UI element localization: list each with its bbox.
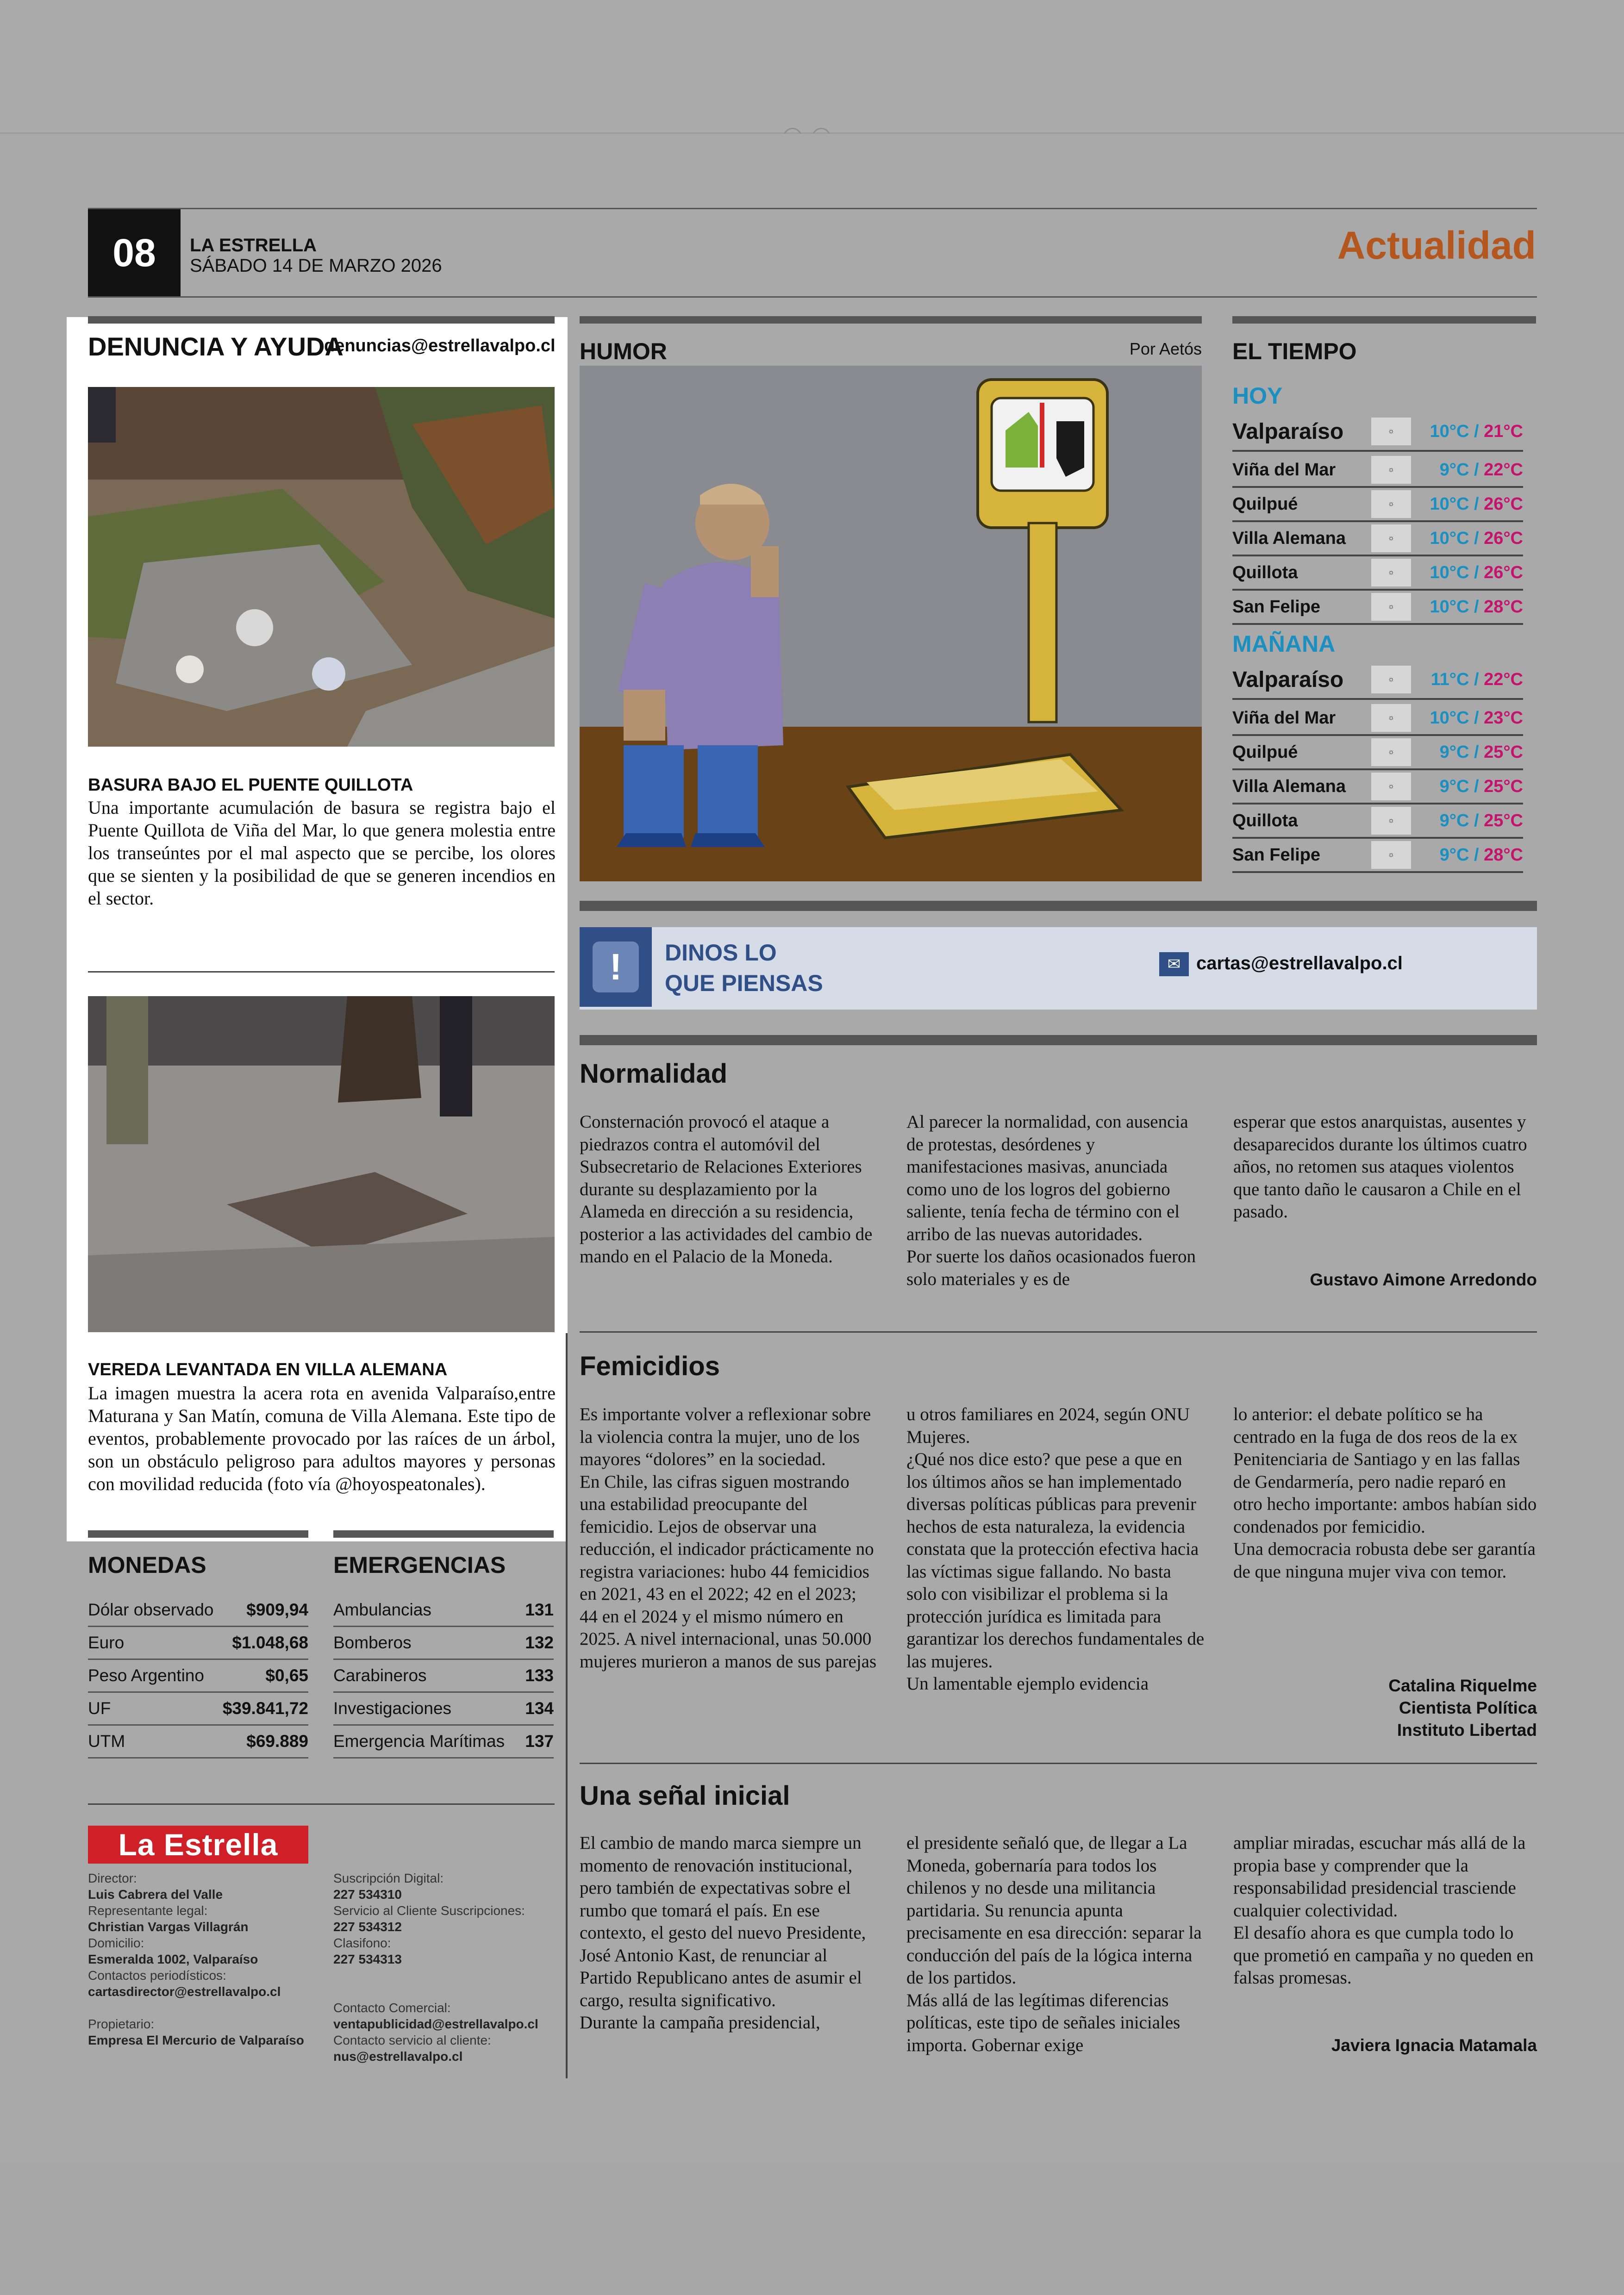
sun-icon: ☼	[1371, 456, 1411, 484]
credits-right	[333, 1870, 565, 2064]
credit-label: Contacto servicio al cliente:	[333, 2033, 491, 2047]
temp-max: 25°C	[1484, 811, 1523, 830]
city-name: San Felipe	[1232, 597, 1321, 617]
credit-label: Suscripción Digital:	[333, 1871, 444, 1885]
signature-line: Gustavo Aimone Arredondo	[1310, 1270, 1537, 1289]
temp-max: 28°C	[1484, 597, 1523, 617]
weather-tomorrow-label: MAÑANA	[1232, 631, 1336, 657]
credit-value: Luis Cabrera del Valle	[88, 1887, 223, 1902]
credits-left	[88, 1870, 319, 2048]
temp-min: 10°C	[1430, 528, 1469, 548]
currency-label: UF	[88, 1699, 111, 1718]
table-row	[333, 1726, 554, 1759]
section-title: Actualidad	[1337, 224, 1536, 267]
currency-value: $39.841,72	[222, 1699, 308, 1718]
monedas-title: MONEDAS	[88, 1552, 206, 1578]
letter-column: Es importante volver a reflexionar sobre la violencia contra la mujer, uno de los mayores “dolores” en la sociedad. En Chile, las cifras siguen mostrando una estabilidad preocupante del femicidio. Lejos de observar una reducción, el indicador prácticamente no registra variaciones: hubo 44 femicidios en 2021, 43 en el 2022; 42 en el 2023; 44 en el 2024 y el mismo número en 2025. A nivel internacional, unas 50.000 mujeres murieron a manos de sus parejas	[580, 1404, 877, 1671]
divider	[580, 1331, 1537, 1333]
dinos-banner	[580, 927, 1537, 1010]
credit-label: Representante legal:	[88, 1903, 208, 1918]
temp-min: 10°C	[1430, 597, 1469, 617]
sun-icon: ☼	[1371, 666, 1411, 693]
section-bar	[1232, 316, 1536, 324]
item2-text: La imagen muestra la acera rota en avenida Valparaíso,entre Maturana y San Matín, comuna de Villa Alemana. Este tipo de eventos, probablemente provocado por las raíces de un árbol, son un obstáculo peligroso para adultos mayores y personas con movilidad reducida (foto vía @hoyospeatonales).	[88, 1383, 556, 1494]
weather-row: Valparaíso ☼ 11°C / 22°C	[1232, 661, 1523, 700]
header-rule	[88, 208, 1537, 209]
table-row	[333, 1594, 554, 1627]
table-row	[88, 1627, 308, 1660]
divider	[88, 1803, 555, 1805]
credit-label: Domicilio:	[88, 1936, 144, 1950]
letter-signature	[1233, 2036, 1537, 2055]
table-row	[88, 1660, 308, 1693]
temp-min: 10°C	[1430, 708, 1469, 728]
credit-value[interactable]: ventapublicidad@estrellavalpo.cl	[333, 2017, 538, 2031]
temp-min: 9°C	[1439, 811, 1469, 830]
sun-icon: ☼	[1371, 593, 1411, 621]
temp-min: 11°C	[1430, 669, 1469, 689]
city-name: Quilpué	[1232, 742, 1298, 762]
photo-sidewalk	[88, 996, 555, 1332]
table-row	[88, 1726, 308, 1759]
section-bar	[88, 1530, 308, 1538]
credit-label: Propietario:	[88, 2017, 155, 2031]
currency-value: $69.889	[246, 1732, 308, 1751]
weather-row: San Felipe ☼ 10°C / 28°C	[1232, 591, 1523, 625]
temp-min: 9°C	[1439, 845, 1469, 865]
credit-label: Director:	[88, 1871, 137, 1885]
letter-column: Consternación provocó el ataque a piedrazos contra el automóvil del Subsecretario de Relaciones Exteriores durante su desplazamiento por la Alameda en dirección a su residencia, posterior a las actividades del cambio de mando en el Palacio de la Moneda.	[580, 1112, 873, 1266]
temp-max: 22°C	[1484, 460, 1523, 480]
cartoon-image	[580, 366, 1202, 881]
city-name: Quillota	[1232, 811, 1298, 830]
letter-column: lo anterior: el debate político se ha centrado en la fuga de dos reos de la ex Penitenciaria de Santiago y en las fallas de Gendarmería, pero nadie reparó en otro hecho importante: ambos habían sido condenados por femicidio. Una democracia robusta debe ser garantía de que ninguna mujer viva con temor.	[1233, 1404, 1537, 1582]
item1-title: BASURA BAJO EL PUENTE QUILLOTA	[88, 775, 413, 795]
credit-value: 227 534312	[333, 1920, 402, 1934]
denuncia-email[interactable]: denuncias@estrellavalpo.cl	[324, 336, 556, 355]
weather-row: Villa Alemana ☼ 10°C / 26°C	[1232, 522, 1523, 556]
sun-icon: ☼	[1371, 841, 1411, 869]
sun-icon: ☼	[1371, 738, 1411, 766]
currency-label: Peso Argentino	[88, 1666, 204, 1685]
credit-value: 227 534310	[333, 1887, 402, 1902]
temp-max: 25°C	[1484, 742, 1523, 762]
credit-value: Christian Vargas Villagrán	[88, 1920, 249, 1934]
city-name: Viña del Mar	[1232, 460, 1336, 480]
table-row	[333, 1660, 554, 1693]
section-bar	[580, 1035, 1537, 1045]
emergencias-table	[333, 1594, 554, 1759]
weather-row: San Felipe ☼ 9°C / 28°C	[1232, 839, 1523, 873]
phone-number: 131	[525, 1600, 554, 1619]
temp-max: 25°C	[1484, 776, 1523, 796]
emergencias-title: EMERGENCIAS	[333, 1552, 506, 1578]
exclamation-icon: !	[593, 942, 639, 992]
header-rule-bottom	[88, 296, 1537, 298]
temp-max: 22°C	[1484, 669, 1523, 689]
letter-column: Al parecer la normalidad, con ausencia de protestas, desórdenes y manifestaciones masivas, anunciada como uno de los logros del gobierno saliente, tenía fecha de término con el arribo de las nuevas autoridades. Por suerte los daños ocasionados fueron solo materiales y es de	[906, 1112, 1196, 1289]
table-row	[88, 1594, 308, 1627]
credit-label: Contacto Comercial:	[333, 2001, 451, 2015]
city-name: Valparaíso	[1232, 667, 1344, 692]
weather-row: Viña del Mar ☼ 10°C / 23°C	[1232, 702, 1523, 736]
sun-icon: ☼	[1371, 524, 1411, 552]
city-name: Quillota	[1232, 562, 1298, 582]
credit-value[interactable]: nus@estrellavalpo.cl	[333, 2049, 463, 2064]
letter-column: el presidente señaló que, de llegar a La Moneda, gobernaría para todos los chilenos y no desde una militancia partidaria. Su renuncia apunta precisamente en esa dirección: separar la conducción del país de la lógica interna de los partidos. Más allá de las legítimas diferencias políticas, este tipo de señales iniciales importa. Gobernar exige	[906, 1833, 1202, 2055]
weather-row: Viña del Mar ☼ 9°C / 22°C	[1232, 454, 1523, 488]
cartas-email[interactable]: cartas@estrellavalpo.cl	[1196, 953, 1403, 973]
sun-icon: ☼	[1371, 418, 1411, 445]
service-label: Bomberos	[333, 1633, 412, 1652]
phone-number: 137	[525, 1732, 554, 1751]
masthead	[190, 235, 442, 276]
sun-icon: ☼	[1371, 559, 1411, 586]
section-bar	[580, 316, 1202, 324]
phone-number: 134	[525, 1699, 554, 1718]
temp-max: 23°C	[1484, 708, 1523, 728]
mail-icon: ✉	[1159, 952, 1189, 976]
signature-line: Catalina Riquelme	[1388, 1676, 1537, 1695]
city-name: Quilpué	[1232, 494, 1298, 514]
sun-icon: ☼	[1371, 773, 1411, 800]
credit-value[interactable]: cartasdirector@estrellavalpo.cl	[88, 1984, 281, 1999]
temp-max: 21°C	[1484, 421, 1523, 441]
weather-title: EL TIEMPO	[1232, 338, 1357, 364]
currency-value: $1.048,68	[232, 1633, 308, 1652]
temp-max: 26°C	[1484, 562, 1523, 582]
dinos-title	[665, 937, 823, 998]
speech-bubble-icon	[580, 927, 652, 1007]
viewer-top-band	[0, 0, 1624, 133]
weather-row: Quillota ☼ 9°C / 25°C	[1232, 804, 1523, 839]
signature-line: Javiera Ignacia Matamala	[1331, 2036, 1537, 2055]
currency-value: $909,94	[246, 1600, 308, 1619]
table-row	[333, 1693, 554, 1726]
signature-line: Cientista Política	[1399, 1698, 1537, 1717]
letter-column: u otros familiares en 2024, según ONU Mujeres. ¿Qué nos dice esto? que pese a que en los últimos años se han implementado diversas políticas públicas para prevenir hechos de esta naturaleza, la evidencia constata que la protección efectiva hacia las víctimas sigue fallando. No basta solo con visibilizar el problema si la protección jurídica es limitada para garantizar los derechos fundamentales de las mujeres. Un lamentable ejemplo evidencia	[906, 1404, 1205, 1694]
credit-value: Empresa El Mercurio de Valparaíso	[88, 2033, 304, 2047]
city-name: Valparaíso	[1232, 419, 1344, 444]
currency-label: Euro	[88, 1633, 125, 1652]
section-bar	[88, 316, 555, 324]
section-bar	[580, 901, 1537, 911]
service-label: Carabineros	[333, 1666, 427, 1685]
weather-today-label: HOY	[1232, 383, 1283, 409]
temp-min: 10°C	[1430, 562, 1469, 582]
letter-column: ampliar miradas, escuchar más allá de la propia base y comprender que la responsabilidad presidencial trasciende cualquier colectividad. El desafío ahora es que cumpla todo lo que prometió en campaña y no queden en falsas promesas.	[1233, 1833, 1534, 1988]
credit-label: Contactos periodísticos:	[88, 1968, 226, 1983]
humor-author: Por Aetós	[1129, 339, 1202, 358]
column-divider	[566, 1333, 568, 2078]
weather-row: Valparaíso ☼ 10°C / 21°C	[1232, 413, 1523, 452]
temp-min: 10°C	[1430, 494, 1469, 514]
currency-label: Dólar observado	[88, 1600, 214, 1619]
sun-icon: ☼	[1371, 807, 1411, 835]
viewer-bottom-band	[0, 2162, 1624, 2295]
letter-title: Una señal inicial	[580, 1781, 790, 1811]
city-name: Villa Alemana	[1232, 528, 1346, 548]
monedas-table	[88, 1594, 308, 1759]
currency-label: UTM	[88, 1732, 125, 1751]
temp-max: 28°C	[1484, 845, 1523, 865]
dinos-line: QUE PIENSAS	[665, 970, 823, 996]
letter-title: Normalidad	[580, 1059, 728, 1089]
newspaper-name: LA ESTRELLA	[190, 235, 317, 256]
temp-max: 26°C	[1484, 494, 1523, 514]
city-name: San Felipe	[1232, 845, 1321, 865]
sun-icon: ☼	[1371, 704, 1411, 732]
denuncia-title: DENUNCIA Y AYUDA	[88, 332, 344, 361]
weather-row: Quilpué ☼ 10°C / 26°C	[1232, 488, 1523, 522]
estrella-logo: La Estrella	[88, 1826, 308, 1864]
table-row	[333, 1627, 554, 1660]
divider	[580, 1763, 1537, 1764]
letter-column: El cambio de mando marca siempre un momento de renovación institucional, pero también de expectativas sobre el rumbo que tomará el país. En ese contexto, el gesto del nuevo Presidente, José Antonio Kast, de renunciar al Partido Republicano antes de asumir el cargo, resulta significativo. Durante la campaña presidencial,	[580, 1833, 866, 2033]
section-bar	[333, 1530, 554, 1538]
signature-line: Instituto Libertad	[1397, 1721, 1537, 1740]
humor-title: HUMOR	[580, 338, 667, 364]
credit-label: Clasifono:	[333, 1936, 391, 1950]
letter-signature	[1233, 1675, 1537, 1741]
dinos-line: DINOS LO	[665, 940, 777, 966]
temp-min: 9°C	[1439, 460, 1469, 480]
credit-value: Esmeralda 1002, Valparaíso	[88, 1952, 258, 1966]
service-label: Ambulancias	[333, 1600, 431, 1619]
issue-date: SÁBADO 14 DE MARZO 2026	[190, 256, 442, 276]
item1-text: Una importante acumulación de basura se registra bajo el Puente Quillota de Viña del Mar, lo que genera molestia entre los transeúntes por el mal aspecto que se percibe, los olores que se sienten y la posibilidad de que se generen incendios en el sector.	[88, 797, 556, 909]
weather-row: Villa Alemana ☼ 9°C / 25°C	[1232, 770, 1523, 804]
page-number: 08	[88, 209, 181, 296]
weather-row: Quillota ☼ 10°C / 26°C	[1232, 556, 1523, 591]
city-name: Villa Alemana	[1232, 776, 1346, 796]
credit-label: Servicio al Cliente Suscripciones:	[333, 1903, 525, 1918]
temp-min: 10°C	[1430, 421, 1469, 441]
letter-title: Femicidios	[580, 1351, 720, 1381]
phone-number: 133	[525, 1666, 554, 1685]
currency-value: $0,65	[265, 1666, 308, 1685]
weather-row: Quilpué ☼ 9°C / 25°C	[1232, 736, 1523, 770]
letter-column: esperar que estos anarquistas, ausentes y desaparecidos durante los últimos cuatro años, no retomen sus ataques violentos que tanto daño le causaron a Chile en el pasado.	[1233, 1112, 1527, 1222]
temp-min: 9°C	[1439, 776, 1469, 796]
item2-title: VEREDA LEVANTADA EN VILLA ALEMANA	[88, 1360, 448, 1379]
service-label: Emergencia Marítimas	[333, 1732, 505, 1751]
temp-max: 26°C	[1484, 528, 1523, 548]
city-name: Viña del Mar	[1232, 708, 1336, 728]
letter-signature	[1233, 1270, 1537, 1290]
sun-icon: ☼	[1371, 490, 1411, 518]
divider	[88, 971, 555, 973]
credit-value: 227 534313	[333, 1952, 402, 1966]
temp-min: 9°C	[1439, 742, 1469, 762]
photo-garbage	[88, 387, 555, 747]
phone-number: 132	[525, 1633, 554, 1652]
table-row	[88, 1693, 308, 1726]
service-label: Investigaciones	[333, 1699, 452, 1718]
